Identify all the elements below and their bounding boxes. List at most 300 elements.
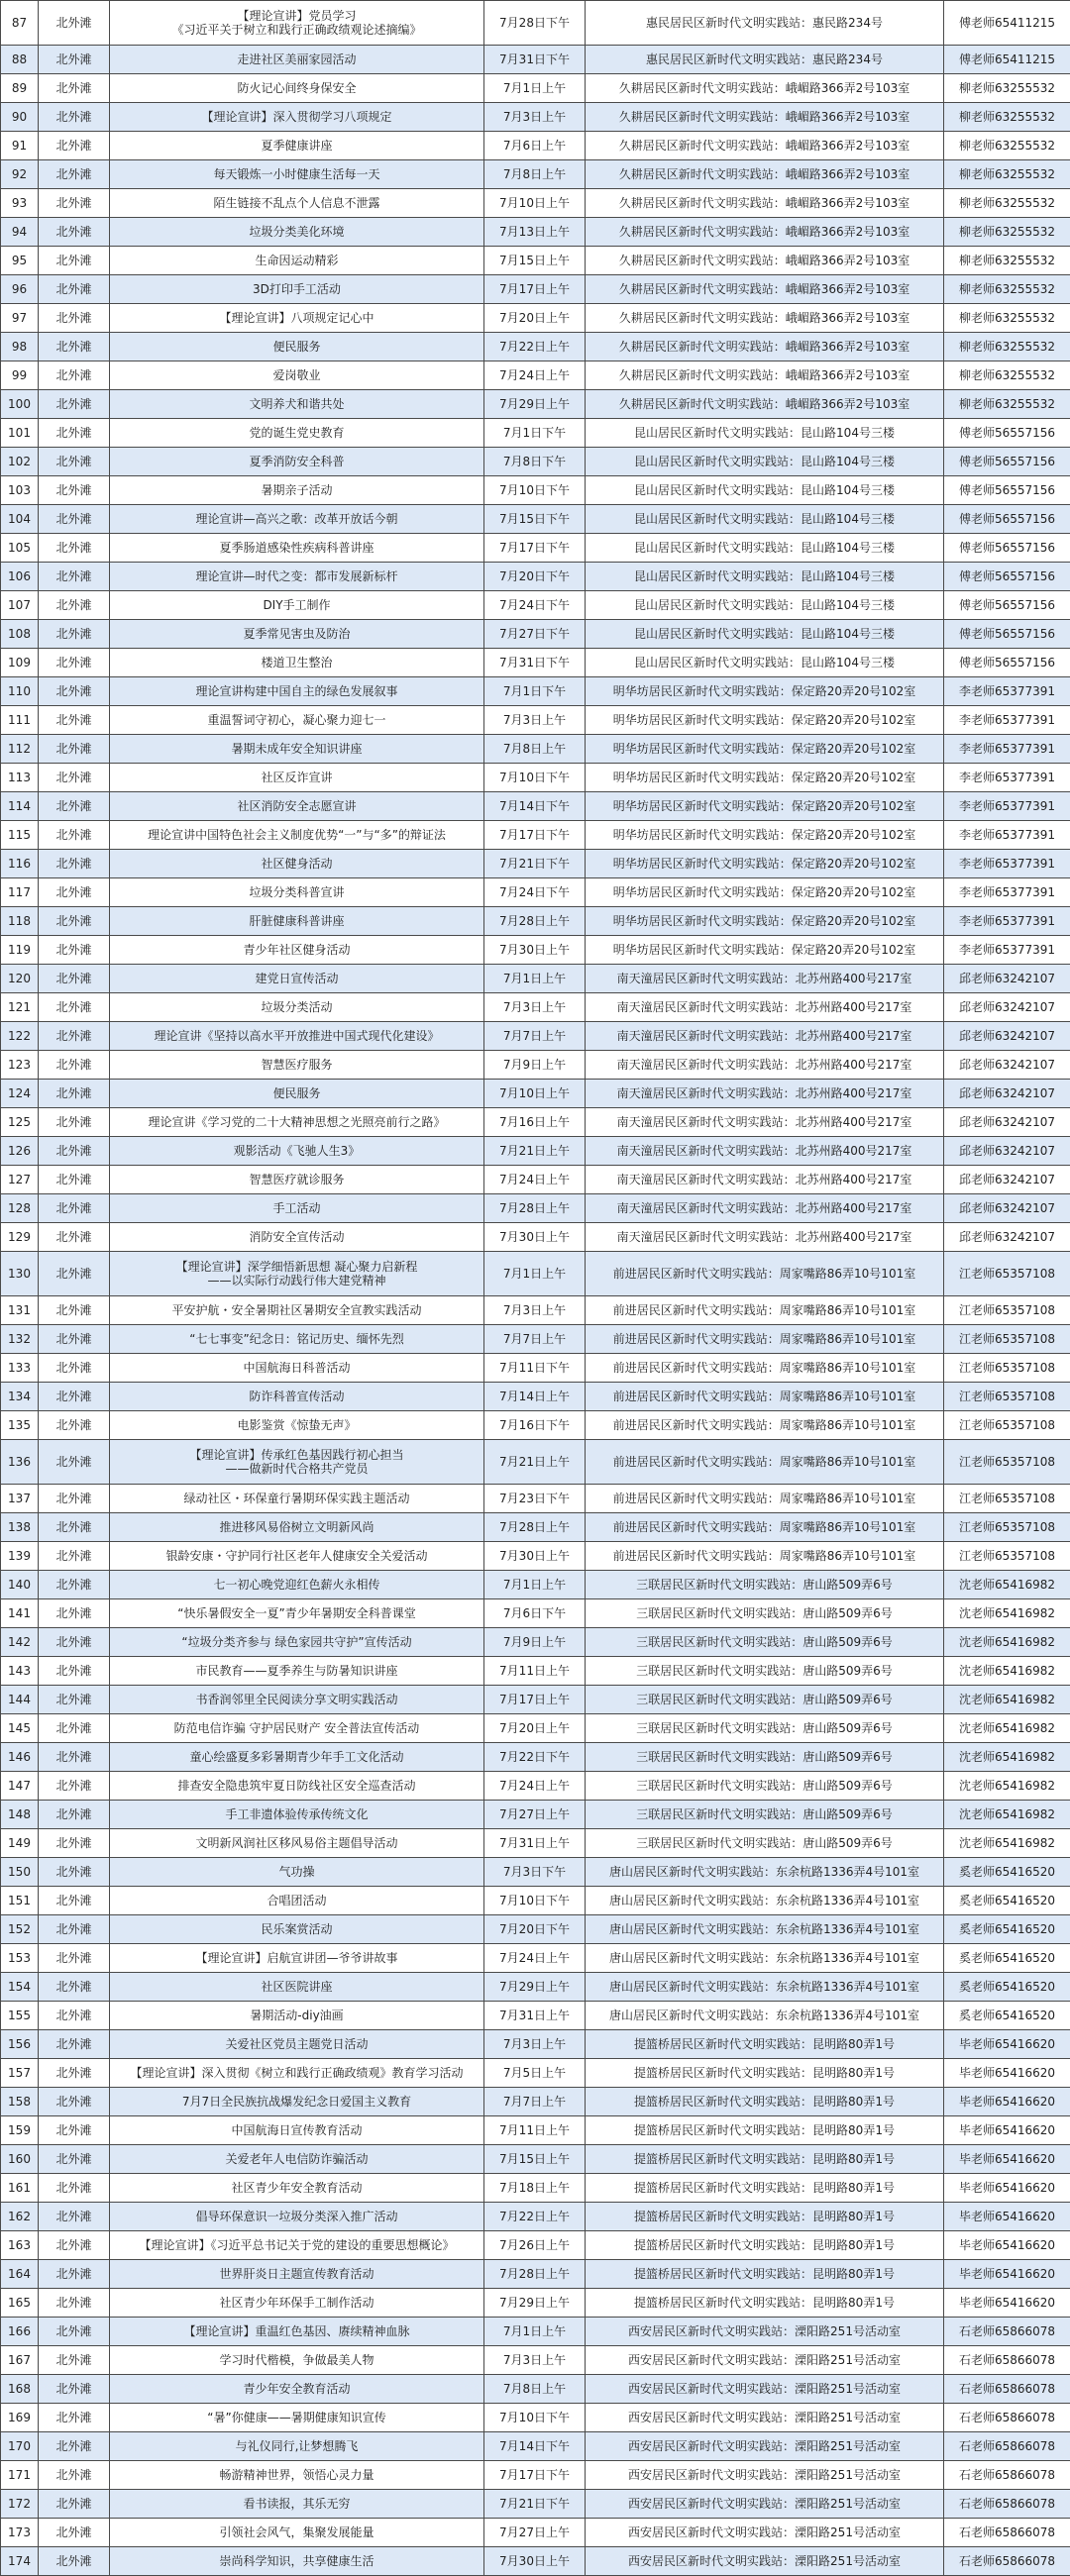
time-cell: 7月10日下午: [484, 1887, 586, 1915]
contact-cell: 石老师65866078: [944, 2519, 1070, 2547]
activity-cell: [110, 1383, 484, 1411]
row-number-cell: 132: [1, 1325, 39, 1354]
location-cell: 南天潼居民区新时代文明实践站：北苏州路400号217室: [586, 965, 944, 993]
time-cell: 7月30日上午: [484, 1223, 586, 1252]
time-cell: 7月29日上午: [484, 1973, 586, 2002]
activity-cell: [110, 2231, 484, 2260]
contact-cell: 傅老师56557156: [944, 534, 1070, 563]
time-cell: 7月31日下午: [484, 649, 586, 677]
time-cell: 7月1日上午: [484, 2318, 586, 2346]
row-number-cell: 155: [1, 2002, 39, 2030]
activity-cell: [110, 1296, 484, 1325]
location-cell: 西安居民区新时代文明实践站：溧阳路251号活动室: [586, 2346, 944, 2375]
activity-cell: [110, 2116, 484, 2145]
street-cell: 北外滩: [39, 448, 110, 476]
location-cell: 提篮桥居民区新时代文明实践站：昆明路80弄1号: [586, 2088, 944, 2116]
row-number-cell: 93: [1, 189, 39, 218]
contact-cell: 江老师65357108: [944, 1325, 1070, 1354]
row-number-cell: 91: [1, 132, 39, 160]
activity-cell: [110, 1485, 484, 1513]
location-cell: 提篮桥居民区新时代文明实践站：昆明路80弄1号: [586, 2059, 944, 2088]
street-cell: 北外滩: [39, 74, 110, 103]
activity-line: 关爱社区党员主题党日活动: [113, 2037, 481, 2051]
location-cell: 久耕居民区新时代文明实践站：峨嵋路366弄2号103室: [586, 74, 944, 103]
row-number-cell: 173: [1, 2519, 39, 2547]
table-row: [1, 2404, 1070, 2432]
location-cell: 明华坊居民区新时代文明实践站：保定路20弄20号102室: [586, 878, 944, 907]
street-cell: 北外滩: [39, 1657, 110, 1686]
time-cell: 7月10日下午: [484, 2404, 586, 2432]
time-cell: 7月17日下午: [484, 534, 586, 563]
street-cell: 北外滩: [39, 2461, 110, 2490]
activity-line: 夏季常见害虫及防治: [113, 627, 481, 641]
street-cell: 北外滩: [39, 1628, 110, 1657]
activity-cell: [110, 275, 484, 304]
time-cell: 7月3日上午: [484, 2030, 586, 2059]
contact-cell: 傅老师56557156: [944, 476, 1070, 505]
location-cell: 三联居民区新时代文明实践站：唐山路509弄6号: [586, 1686, 944, 1714]
row-number-cell: 92: [1, 160, 39, 189]
row-number-cell: 158: [1, 2088, 39, 2116]
location-cell: 南天潼居民区新时代文明实践站：北苏州路400号217室: [586, 1137, 944, 1166]
location-cell: 唐山居民区新时代文明实践站：东余杭路1336弄4号101室: [586, 1858, 944, 1887]
contact-cell: 李老师65377391: [944, 677, 1070, 706]
row-number-cell: 134: [1, 1383, 39, 1411]
table-row: [1, 907, 1070, 936]
activity-cell: [110, 2289, 484, 2318]
street-cell: 北外滩: [39, 2432, 110, 2461]
table-row: [1, 1296, 1070, 1325]
table-row: [1, 2002, 1070, 2030]
row-number-cell: 145: [1, 1714, 39, 1743]
activity-line: 3D打印手工活动: [113, 282, 481, 296]
time-cell: 7月27日上午: [484, 2519, 586, 2547]
location-cell: 久耕居民区新时代文明实践站：峨嵋路366弄2号103室: [586, 132, 944, 160]
activity-line: 排查安全隐患筑牢夏日防线社区安全巡查活动: [113, 1779, 481, 1793]
contact-cell: 柳老师63255532: [944, 189, 1070, 218]
table-row: [1, 1571, 1070, 1599]
row-number-cell: 121: [1, 993, 39, 1022]
activity-line: 垃圾分类活动: [113, 1000, 481, 1014]
activity-cell: [110, 1829, 484, 1858]
contact-cell: 柳老师63255532: [944, 74, 1070, 103]
street-cell: 北外滩: [39, 2088, 110, 2116]
contact-cell: 毕老师65416620: [944, 2260, 1070, 2289]
street-cell: 北外滩: [39, 1743, 110, 1772]
table-row: [1, 247, 1070, 275]
location-cell: 唐山居民区新时代文明实践站：东余杭路1336弄4号101室: [586, 1887, 944, 1915]
time-cell: 7月28日上午: [484, 2260, 586, 2289]
street-cell: 北外滩: [39, 218, 110, 247]
street-cell: 北外滩: [39, 2174, 110, 2203]
activity-cell: [110, 2519, 484, 2547]
table-row: [1, 993, 1070, 1022]
location-cell: 提篮桥居民区新时代文明实践站：昆明路80弄1号: [586, 2174, 944, 2203]
street-cell: 北外滩: [39, 1022, 110, 1051]
time-cell: 7月13日上午: [484, 218, 586, 247]
location-cell: 明华坊居民区新时代文明实践站：保定路20弄20号102室: [586, 821, 944, 850]
row-number-cell: 113: [1, 764, 39, 792]
table-row: [1, 2461, 1070, 2490]
time-cell: 7月5日上午: [484, 2059, 586, 2088]
street-cell: 北外滩: [39, 1296, 110, 1325]
contact-cell: 邱老师63242107: [944, 1194, 1070, 1223]
table-row: [1, 1542, 1070, 1571]
location-cell: 前进居民区新时代文明实践站：周家嘴路86弄10号101室: [586, 1354, 944, 1383]
activity-cell: [110, 1513, 484, 1542]
contact-cell: 李老师65377391: [944, 764, 1070, 792]
row-number-cell: 164: [1, 2260, 39, 2289]
activity-cell: [110, 936, 484, 965]
table-row: [1, 1915, 1070, 1944]
time-cell: 7月7日上午: [484, 1022, 586, 1051]
time-cell: 7月10日上午: [484, 189, 586, 218]
time-cell: 7月17日下午: [484, 2461, 586, 2490]
street-cell: 北外滩: [39, 1801, 110, 1829]
location-cell: 前进居民区新时代文明实践站：周家嘴路86弄10号101室: [586, 1383, 944, 1411]
table-row: [1, 1485, 1070, 1513]
activity-cell: [110, 2174, 484, 2203]
row-number-cell: 133: [1, 1354, 39, 1383]
time-cell: 7月30日上午: [484, 936, 586, 965]
contact-cell: 毕老师65416620: [944, 2059, 1070, 2088]
location-cell: 提篮桥居民区新时代文明实践站：昆明路80弄1号: [586, 2203, 944, 2231]
contact-cell: 沈老师65416982: [944, 1772, 1070, 1801]
activity-line: 中国航海日宣传教育活动: [113, 2123, 481, 2137]
contact-cell: 傅老师56557156: [944, 563, 1070, 591]
contact-cell: 邱老师63242107: [944, 965, 1070, 993]
table-row: [1, 1628, 1070, 1657]
street-cell: 北外滩: [39, 1571, 110, 1599]
activity-cell: [110, 1571, 484, 1599]
table-row: [1, 792, 1070, 821]
time-cell: 7月30日上午: [484, 2547, 586, 2576]
row-number-cell: 96: [1, 275, 39, 304]
activity-line: 夏季健康讲座: [113, 139, 481, 153]
street-cell: 北外滩: [39, 2375, 110, 2404]
activity-line: 社区青少年安全教育活动: [113, 2181, 481, 2195]
location-cell: 明华坊居民区新时代文明实践站：保定路20弄20号102室: [586, 850, 944, 878]
table-row: [1, 333, 1070, 361]
location-cell: 前进居民区新时代文明实践站：周家嘴路86弄10号101室: [586, 1440, 944, 1485]
table-row: [1, 2174, 1070, 2203]
activity-cell: [110, 361, 484, 390]
street-cell: 北外滩: [39, 620, 110, 649]
row-number-cell: 140: [1, 1571, 39, 1599]
contact-cell: 邱老师63242107: [944, 1080, 1070, 1108]
activity-cell: [110, 2375, 484, 2404]
time-cell: 7月28日上午: [484, 1513, 586, 1542]
location-cell: 提篮桥居民区新时代文明实践站：昆明路80弄1号: [586, 2116, 944, 2145]
time-cell: 7月1日上午: [484, 1252, 586, 1296]
contact-cell: 沈老师65416982: [944, 1743, 1070, 1772]
time-cell: 7月20日下午: [484, 1915, 586, 1944]
activity-line: ——做新时代合格共产党员: [113, 1462, 481, 1476]
activity-cell: [110, 2145, 484, 2174]
activity-line: 学习时代楷模，争做最美人物: [113, 2353, 481, 2367]
table-row: [1, 1166, 1070, 1194]
row-number-cell: 162: [1, 2203, 39, 2231]
activity-cell: [110, 1944, 484, 1973]
time-cell: 7月24日下午: [484, 591, 586, 620]
row-number-cell: 115: [1, 821, 39, 850]
activity-line: 【理论宣讲】党员学习: [113, 9, 481, 23]
activity-line: 防诈科普宣传活动: [113, 1390, 481, 1403]
activity-cell: [110, 2461, 484, 2490]
street-cell: 北外滩: [39, 1325, 110, 1354]
time-cell: 7月17日上午: [484, 275, 586, 304]
contact-cell: 傅老师65411215: [944, 1, 1070, 46]
table-row: [1, 1223, 1070, 1252]
row-number-cell: 166: [1, 2318, 39, 2346]
activity-cell: [110, 2432, 484, 2461]
location-cell: 久耕居民区新时代文明实践站：峨嵋路366弄2号103室: [586, 160, 944, 189]
activity-line: 理论宣讲《学习党的二十大精神思想之光照亮前行之路》: [113, 1115, 481, 1129]
activity-cell: [110, 677, 484, 706]
time-cell: 7月10日下午: [484, 476, 586, 505]
activity-cell: [110, 304, 484, 333]
contact-cell: 沈老师65416982: [944, 1829, 1070, 1858]
activity-line: 夏季肠道感染性疾病科普讲座: [113, 541, 481, 555]
contact-cell: 邱老师63242107: [944, 1223, 1070, 1252]
activity-cell: [110, 1108, 484, 1137]
row-number-cell: 128: [1, 1194, 39, 1223]
row-number-cell: 151: [1, 1887, 39, 1915]
location-cell: 西安居民区新时代文明实践站：溧阳路251号活动室: [586, 2490, 944, 2519]
row-number-cell: 87: [1, 1, 39, 46]
contact-cell: 李老师65377391: [944, 850, 1070, 878]
time-cell: 7月24日上午: [484, 361, 586, 390]
activity-line: 建党日宣传活动: [113, 972, 481, 985]
activity-cell: [110, 2059, 484, 2088]
row-number-cell: 104: [1, 505, 39, 534]
contact-cell: 柳老师63255532: [944, 390, 1070, 419]
street-cell: 北外滩: [39, 1137, 110, 1166]
activity-cell: [110, 218, 484, 247]
table-row: [1, 390, 1070, 419]
table-row: [1, 1858, 1070, 1887]
activity-line: 【理论宣讲】传承红色基因践行初心担当: [113, 1448, 481, 1462]
table-row: [1, 2059, 1070, 2088]
activity-line: 陌生链接不乱点个人信息不泄露: [113, 196, 481, 210]
street-cell: 北外滩: [39, 1, 110, 46]
location-cell: 昆山居民区新时代文明实践站：昆山路104号三楼: [586, 505, 944, 534]
row-number-cell: 102: [1, 448, 39, 476]
street-cell: 北外滩: [39, 1915, 110, 1944]
activity-line: 童心绘盛夏多彩暑期青少年手工文化活动: [113, 1750, 481, 1764]
contact-cell: 柳老师63255532: [944, 275, 1070, 304]
location-cell: 三联居民区新时代文明实践站：唐山路509弄6号: [586, 1801, 944, 1829]
activity-line: 看书读报，其乐无穷: [113, 2497, 481, 2511]
street-cell: 北外滩: [39, 965, 110, 993]
activity-cell: [110, 2260, 484, 2289]
location-cell: 南天潼居民区新时代文明实践站：北苏州路400号217室: [586, 1194, 944, 1223]
row-number-cell: 119: [1, 936, 39, 965]
street-cell: 北外滩: [39, 2490, 110, 2519]
contact-cell: 傅老师56557156: [944, 649, 1070, 677]
street-cell: 北外滩: [39, 247, 110, 275]
contact-cell: 毕老师65416620: [944, 2203, 1070, 2231]
street-cell: 北外滩: [39, 534, 110, 563]
time-cell: 7月16日上午: [484, 1108, 586, 1137]
street-cell: 北外滩: [39, 1080, 110, 1108]
street-cell: 北外滩: [39, 735, 110, 764]
time-cell: 7月3日上午: [484, 993, 586, 1022]
time-cell: 7月9日上午: [484, 1628, 586, 1657]
table-row: [1, 275, 1070, 304]
activity-line: 肝脏健康科普讲座: [113, 914, 481, 928]
time-cell: 7月28日下午: [484, 1, 586, 46]
location-cell: 三联居民区新时代文明实践站：唐山路509弄6号: [586, 1743, 944, 1772]
time-cell: 7月3日上午: [484, 2346, 586, 2375]
contact-cell: 江老师65357108: [944, 1252, 1070, 1296]
activity-cell: [110, 1714, 484, 1743]
activity-cell: [110, 1915, 484, 1944]
street-cell: 北外滩: [39, 1599, 110, 1628]
activity-line: 理论宣讲—时代之变：都市发展新标杆: [113, 569, 481, 583]
table-row: [1, 1772, 1070, 1801]
table-row: [1, 1440, 1070, 1485]
table-row: [1, 189, 1070, 218]
activity-cell: [110, 2002, 484, 2030]
time-cell: 7月24日上午: [484, 1772, 586, 1801]
table-row: [1, 821, 1070, 850]
row-number-cell: 168: [1, 2375, 39, 2404]
row-number-cell: 95: [1, 247, 39, 275]
location-cell: 久耕居民区新时代文明实践站：峨嵋路366弄2号103室: [586, 103, 944, 132]
activity-line: DIY手工制作: [113, 598, 481, 612]
table-row: [1, 1714, 1070, 1743]
location-cell: 西安居民区新时代文明实践站：溧阳路251号活动室: [586, 2318, 944, 2346]
activity-cell: [110, 1354, 484, 1383]
street-cell: 北外滩: [39, 419, 110, 448]
row-number-cell: 156: [1, 2030, 39, 2059]
time-cell: 7月6日下午: [484, 1599, 586, 1628]
street-cell: 北外滩: [39, 476, 110, 505]
activity-cell: [110, 792, 484, 821]
time-cell: 7月22日上午: [484, 333, 586, 361]
contact-cell: 李老师65377391: [944, 735, 1070, 764]
activity-line: 民乐案赏活动: [113, 1922, 481, 1936]
location-cell: 西安居民区新时代文明实践站：溧阳路251号活动室: [586, 2375, 944, 2404]
location-cell: 提篮桥居民区新时代文明实践站：昆明路80弄1号: [586, 2145, 944, 2174]
table-row: [1, 936, 1070, 965]
contact-cell: 江老师65357108: [944, 1383, 1070, 1411]
table-row: [1, 2030, 1070, 2059]
street-cell: 北外滩: [39, 1714, 110, 1743]
time-cell: 7月16日下午: [484, 1411, 586, 1440]
table-row: [1, 74, 1070, 103]
location-cell: 昆山居民区新时代文明实践站：昆山路104号三楼: [586, 591, 944, 620]
activity-line: “七七事变”纪念日：铭记历史、缅怀先烈: [113, 1332, 481, 1346]
row-number-cell: 161: [1, 2174, 39, 2203]
location-cell: 三联居民区新时代文明实践站：唐山路509弄6号: [586, 1599, 944, 1628]
table-row: [1, 1325, 1070, 1354]
contact-cell: 石老师65866078: [944, 2346, 1070, 2375]
location-cell: 久耕居民区新时代文明实践站：峨嵋路366弄2号103室: [586, 390, 944, 419]
table-row: [1, 1354, 1070, 1383]
table-row: [1, 218, 1070, 247]
activity-line: 社区反诈宣讲: [113, 771, 481, 784]
activity-line: 引领社会风气，集聚发展能量: [113, 2525, 481, 2539]
contact-cell: 傅老师56557156: [944, 419, 1070, 448]
contact-cell: 奚老师65416520: [944, 1915, 1070, 1944]
contact-cell: 奚老师65416520: [944, 2002, 1070, 2030]
row-number-cell: 131: [1, 1296, 39, 1325]
location-cell: 久耕居民区新时代文明实践站：峨嵋路366弄2号103室: [586, 304, 944, 333]
activity-cell: [110, 821, 484, 850]
activity-line: 每天锻炼一小时健康生活每一天: [113, 167, 481, 181]
table-row: [1, 534, 1070, 563]
location-cell: 明华坊居民区新时代文明实践站：保定路20弄20号102室: [586, 706, 944, 735]
row-number-cell: 99: [1, 361, 39, 390]
row-number-cell: 167: [1, 2346, 39, 2375]
contact-cell: 石老师65866078: [944, 2461, 1070, 2490]
activity-line: 暑期活动-diy油画: [113, 2009, 481, 2022]
location-cell: 前进居民区新时代文明实践站：周家嘴路86弄10号101室: [586, 1513, 944, 1542]
table-row: [1, 591, 1070, 620]
street-cell: 北外滩: [39, 563, 110, 591]
street-cell: 北外滩: [39, 1354, 110, 1383]
location-cell: 明华坊居民区新时代文明实践站：保定路20弄20号102室: [586, 907, 944, 936]
street-cell: 北外滩: [39, 1440, 110, 1485]
street-cell: 北外滩: [39, 361, 110, 390]
activity-line: 【理论宣讲】重温红色基因、赓续精神血脉: [113, 2324, 481, 2338]
time-cell: 7月20日上午: [484, 1714, 586, 1743]
contact-cell: 邱老师63242107: [944, 993, 1070, 1022]
contact-cell: 石老师65866078: [944, 2318, 1070, 2346]
time-cell: 7月8日上午: [484, 735, 586, 764]
street-cell: 北外滩: [39, 275, 110, 304]
activity-line: “快乐暑假安全一夏”青少年暑期安全科普课堂: [113, 1606, 481, 1620]
activity-line: 夏季消防安全科普: [113, 455, 481, 468]
activity-line: 观影活动《飞驰人生3》: [113, 1144, 481, 1158]
time-cell: 7月15日下午: [484, 505, 586, 534]
time-cell: 7月1日上午: [484, 74, 586, 103]
street-cell: 北外滩: [39, 1411, 110, 1440]
time-cell: 7月24日上午: [484, 1944, 586, 1973]
location-cell: 三联居民区新时代文明实践站：唐山路509弄6号: [586, 1657, 944, 1686]
contact-cell: 李老师65377391: [944, 936, 1070, 965]
time-cell: 7月1日上午: [484, 965, 586, 993]
time-cell: 7月10日上午: [484, 1080, 586, 1108]
activity-line: 手工活动: [113, 1201, 481, 1215]
time-cell: 7月26日上午: [484, 2231, 586, 2260]
activity-cell: [110, 534, 484, 563]
row-number-cell: 135: [1, 1411, 39, 1440]
activity-line: 消防安全宣传活动: [113, 1230, 481, 1244]
row-number-cell: 138: [1, 1513, 39, 1542]
activity-line: 便民服务: [113, 340, 481, 354]
table-row: [1, 1599, 1070, 1628]
street-cell: 北外滩: [39, 591, 110, 620]
activity-cell: [110, 878, 484, 907]
table-row: [1, 132, 1070, 160]
activity-line: 推进移风易俗树立文明新风尚: [113, 1520, 481, 1534]
activity-cell: [110, 333, 484, 361]
time-cell: 7月15日上午: [484, 2145, 586, 2174]
row-number-cell: 165: [1, 2289, 39, 2318]
row-number-cell: 122: [1, 1022, 39, 1051]
row-number-cell: 89: [1, 74, 39, 103]
street-cell: 北外滩: [39, 1108, 110, 1137]
table-row: [1, 1194, 1070, 1223]
activity-cell: [110, 1887, 484, 1915]
street-cell: 北外滩: [39, 2260, 110, 2289]
time-cell: 7月15日上午: [484, 247, 586, 275]
row-number-cell: 169: [1, 2404, 39, 2432]
location-cell: 前进居民区新时代文明实践站：周家嘴路86弄10号101室: [586, 1252, 944, 1296]
